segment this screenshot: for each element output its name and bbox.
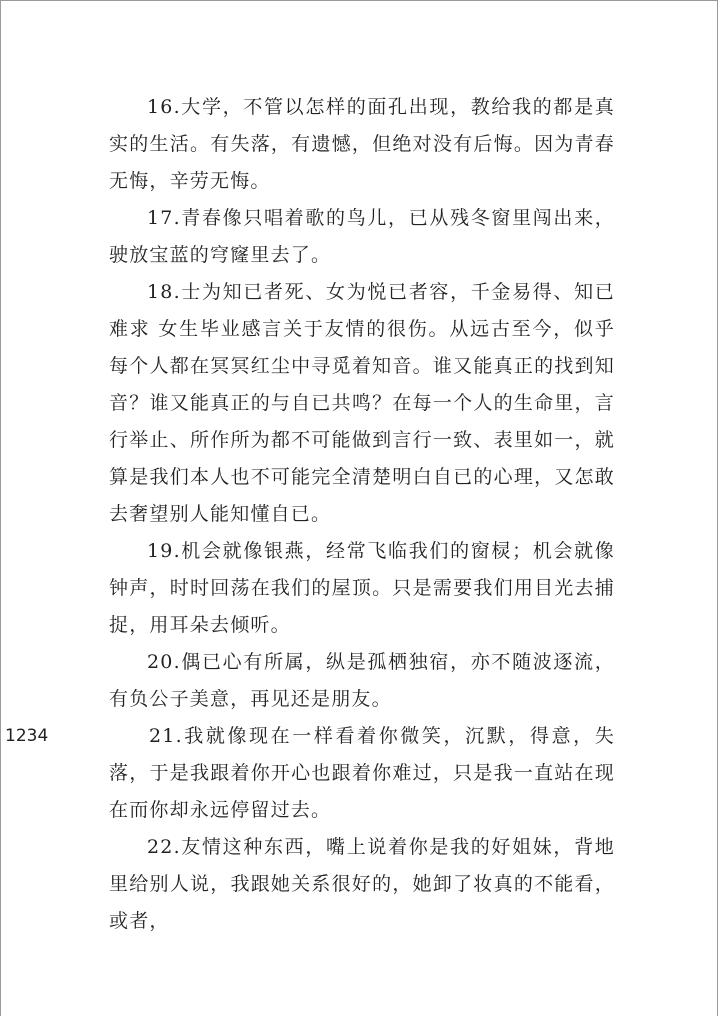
paragraph-21 — [5, 718, 615, 829]
paragraph-20: 20.偶已心有所属，纵是孤栖独宿，亦不随波逐流，有负公子美意，再见还是朋友。 — [109, 651, 615, 710]
paragraph-18: 18.士为知已者死、女为悦已者容，千金易得、知已难求 女生毕业感言关于友情的很伤。从远古至今，似乎每个人都在冥冥红尘中寻觅着知音。谁又能真正的找到知音？谁又能真正的与自已共鸣？在每一个人的生命里，言行举止、所作所为都不可能做到言行一致、表里如一，就算是我们本人也不可能完全清楚明白自已的心理，又怎敢去奢望别人能知懂自已。 — [109, 281, 615, 525]
paragraph-17: 17.青春像只唱着歌的鸟儿，已从残冬窗里闯出来，驶放宝蓝的穹窿里去了。 — [109, 207, 615, 266]
paragraph-22: 22.友情这种东西，嘴上说着你是我的好姐妹，背地里给别人说，我跟她关系很好的，她卸了妆真的不能看，或者， — [109, 836, 615, 932]
paragraph-21-prefix: 1234 — [5, 726, 49, 746]
paragraph-21-text: 21.我就像现在一样看着你微笑，沉默，得意，失落，于是我跟着你开心也跟着你难过，只是我一直站在现在而你却永远停留过去。 — [109, 725, 615, 821]
document-body — [5, 89, 615, 940]
paragraph-16: 16.大学，不管以怎样的面孔出现，教给我的都是真实的生活。有失落，有遗憾，但绝对没有后悔。因为青春无悔，辛劳无悔。 — [109, 96, 615, 192]
paragraph-19: 19.机会就像银燕，经常飞临我们的窗棂；机会就像钟声，时时回荡在我们的屋顶。只是需要我们用目光去捕捉，用耳朵去倾听。 — [109, 540, 615, 636]
